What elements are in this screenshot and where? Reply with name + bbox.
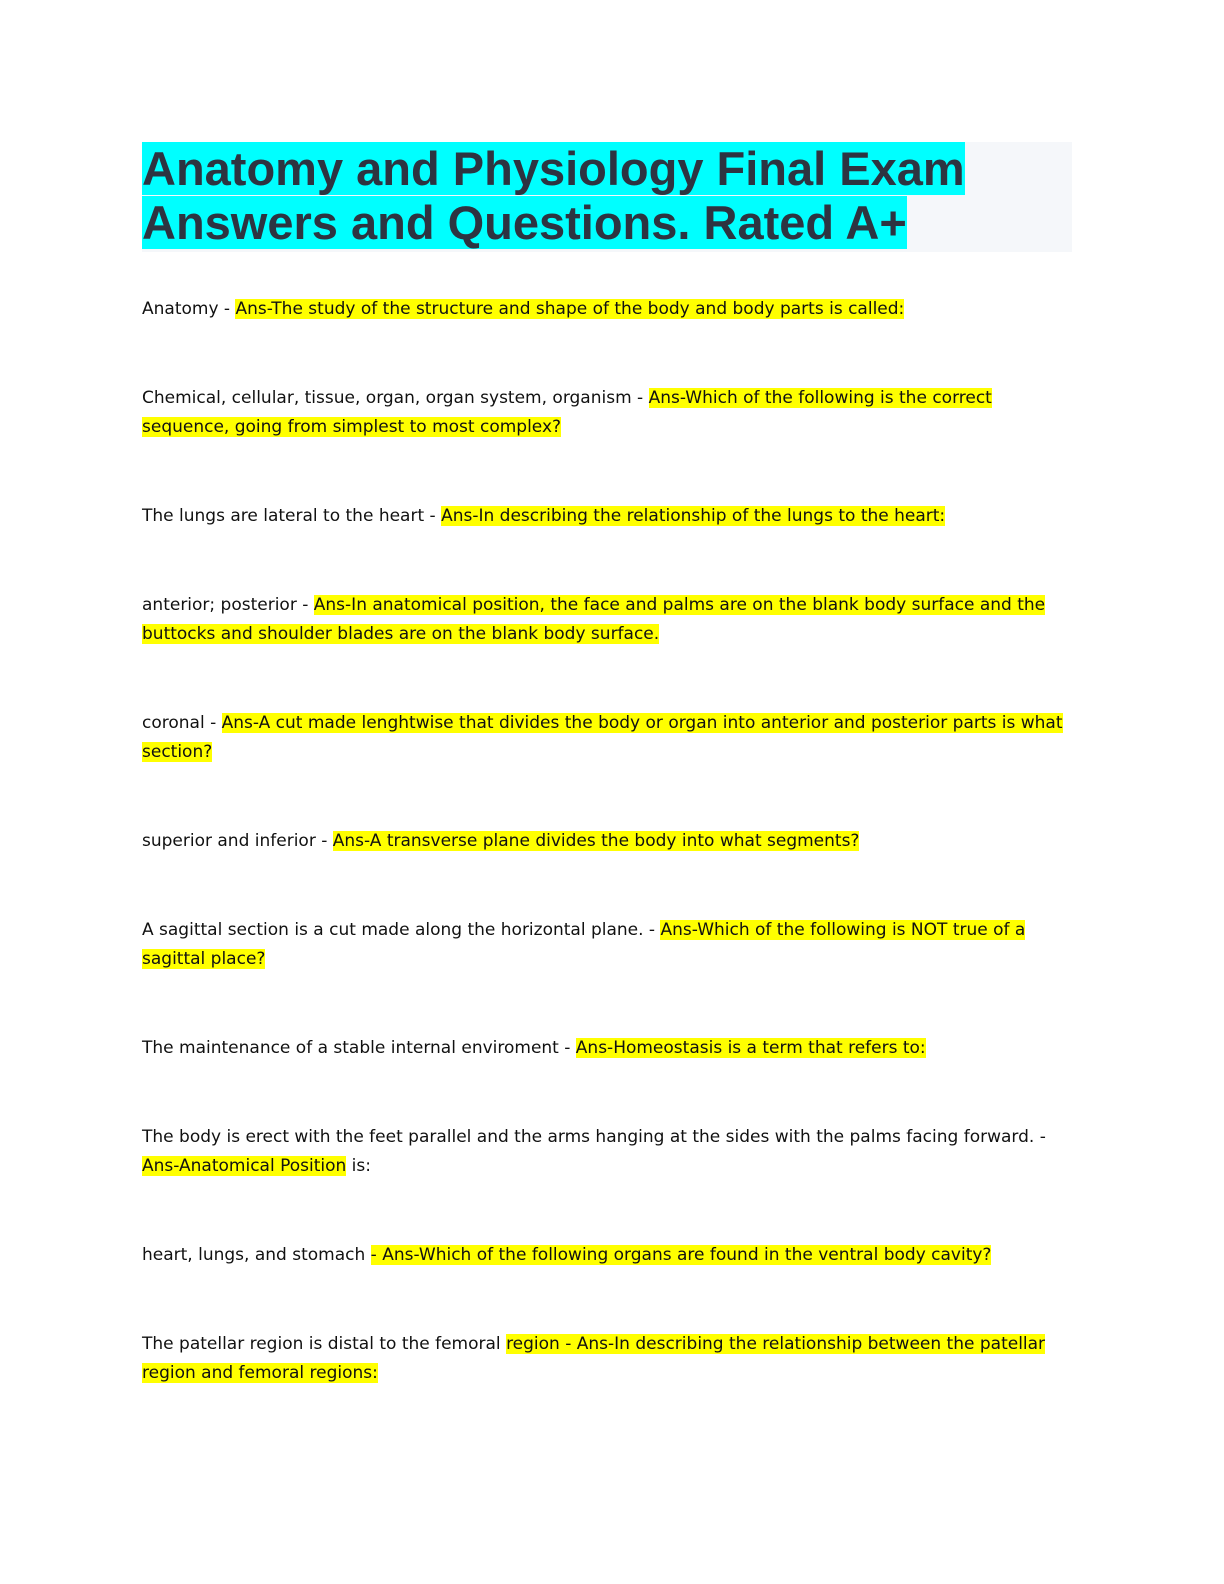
qa-answer: A sagittal section is a cut made along the horizontal plane. - [142,920,661,940]
qa-question: Ans-The study of the structure and shape of the body and body parts is called: [235,299,905,319]
qa-question: Ans-A cut made lenghtwise that divides the body or organ into anterior and posterior parts is what section? [142,713,1063,762]
qa-answer: The body is erect with the feet parallel and the arms hanging at the sides with the palms facing forward. - [142,1127,1046,1147]
qa-question: Ans-In describing the relationship of the lungs to the heart: [441,506,946,526]
qa-question: Ans-Homeostasis is a term that refers to: [575,1038,926,1058]
qa-answer: The lungs are lateral to the heart - [142,506,442,526]
title-line-2: Answers and Questions. Rated A+ [142,196,907,249]
qa-answer: Chemical, cellular, tissue, organ, organ system, organism - [142,388,649,408]
qa-item-9 [142,1123,1072,1181]
title-block [142,142,1072,252]
qa-tail: is: [346,1156,371,1176]
qa-item-10 [142,1241,1072,1270]
qa-question: Ans-Anatomical Position [142,1156,347,1176]
qa-item-2 [142,384,1072,442]
qa-item-8 [142,1034,1072,1063]
qa-question: Ans-Which of the following is NOT true of a sagittal place? [142,920,1026,969]
qa-item-11 [142,1330,1072,1388]
qa-item-5 [142,709,1072,767]
qa-item-7 [142,916,1072,974]
document-title [142,142,1042,250]
qa-item-1 [142,295,1072,324]
qa-answer: The maintenance of a stable internal enviroment - [142,1038,576,1058]
qa-question: Ans-A transverse plane divides the body into what segments? [332,831,860,851]
qa-question: Ans-In anatomical position, the face and palms are on the blank body surface and the buttocks and shoulder blades are on the blank body surface. [142,595,1046,644]
qa-item-4 [142,591,1072,649]
qa-answer: coronal - [142,713,222,733]
qa-answer: superior and inferior - [142,831,333,851]
qa-question: - Ans-Which of the following organs are found in the ventral body cavity? [370,1245,992,1265]
qa-answer: heart, lungs, and stomach [142,1245,371,1265]
qa-question: Ans-Which of the following is the correct sequence, going from simplest to most complex? [142,388,992,437]
qa-answer: anterior; posterior - [142,595,314,615]
title-line-1: Anatomy and Physiology Final Exam [142,142,965,195]
qa-answer: The patellar region is distal to the femoral [142,1334,507,1354]
qa-answer: Anatomy - [142,299,236,319]
qa-item-6 [142,827,1072,856]
qa-item-3 [142,502,1072,531]
qa-question: region - Ans-In describing the relationship between the patellar region and femoral regions: [142,1334,1046,1383]
